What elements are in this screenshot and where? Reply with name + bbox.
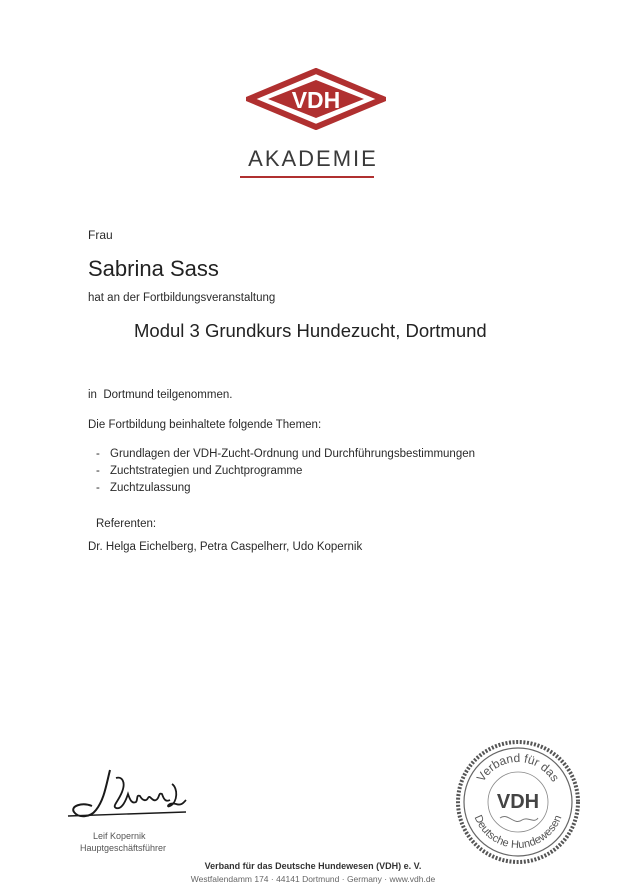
list-item: - Grundlagen der VDH-Zucht-Ordnung und Durchführungsbestimmungen [96,448,476,460]
recipient-name: Sabrina Sass [88,256,219,281]
location-line: in Dortmund teilgenommen. [88,389,233,401]
topic-text: Zuchtzulassung [110,482,191,494]
topic-text: Zuchtstrategien und Zuchtprogramme [110,465,303,477]
intro-text: hat an der Fortbildungsveranstaltung [88,292,276,304]
salutation: Frau [88,228,113,242]
topics-intro: Die Fortbildung beinhaltete folgende Themen: [88,419,322,431]
footer-organization: Verband für das Deutsche Hundewesen (VDH) e. V. [204,861,422,871]
signer-name: Leif Kopernik [93,831,146,841]
vdh-logo [246,68,386,130]
seal-center-text: VDH [496,791,540,813]
signature-image [66,766,188,822]
vdh-seal [456,740,580,864]
seal-top-text: Verband für das [473,750,563,785]
topic-text: Grundlagen der VDH-Zucht-Ordnung und Durchführungsbestimmungen [110,448,476,460]
logo-brand: VDH [291,87,341,113]
list-item: - Zuchtzulassung [96,482,191,494]
speakers-label: Referenten: [96,518,157,530]
topics-list [96,446,475,497]
logo-underline [240,176,374,178]
footer-address: Westfalendamm 174 · 44141 Dortmund · Germany · www.vdh.de [190,874,436,884]
list-item: - Zuchtstrategien und Zuchtprogramme [96,465,303,477]
speakers-names: Dr. Helga Eichelberg, Petra Caspelherr, Udo Kopernik [88,541,363,553]
seal-bottom-text: Deutsche Hundewesen [471,813,565,852]
signer-title: Hauptgeschäftsführer [80,843,167,853]
event-title: Modul 3 Grundkurs Hundezucht, Dortmund [134,320,487,341]
logo-subtitle: AKADEMIE [248,146,378,171]
